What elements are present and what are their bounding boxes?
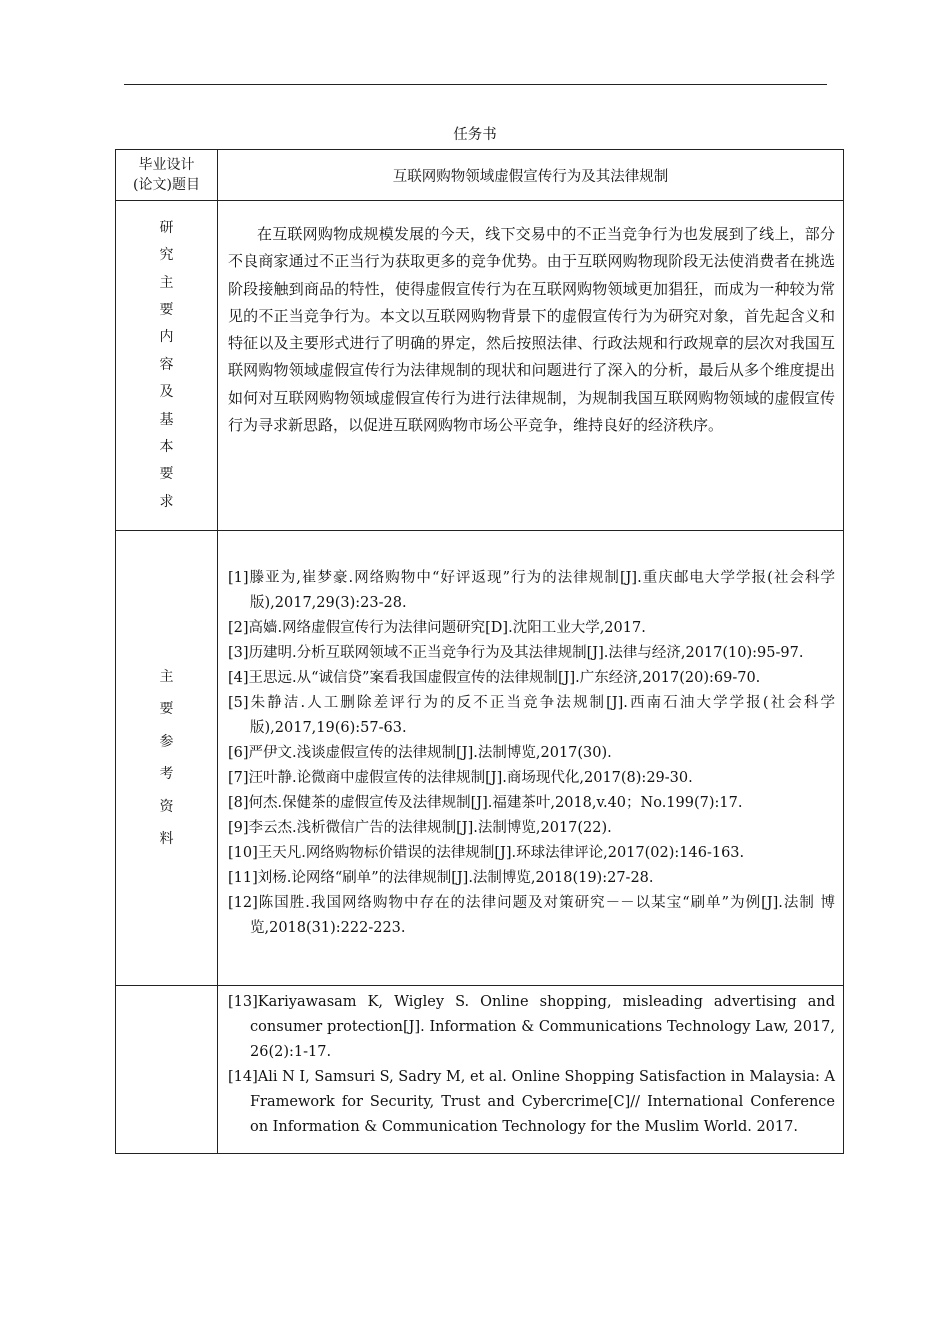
content-label-char: 要 bbox=[159, 301, 174, 318]
topic-title: 互联网购物领域虚假宣传行为及其法律规制 bbox=[218, 150, 844, 201]
reference-item: [12]陈国胜.我国网络购物中存在的法律问题及对策研究－－以某宝“刷单”为例[J].法制 博览,2018(31):222-223. bbox=[228, 895, 835, 936]
header-rule bbox=[124, 84, 827, 85]
content-label-char: 究 bbox=[159, 247, 174, 264]
reference-item: [2]高嫱.网络虚假宣传行为法律问题研究[D].沈阳工业大学,2017. bbox=[228, 620, 646, 636]
content-label-char: 求 bbox=[159, 493, 174, 510]
references-cont-label bbox=[116, 986, 218, 1154]
topic-label-line-1: 毕业设计 bbox=[138, 157, 195, 173]
references-label-char: 资 bbox=[159, 798, 174, 815]
references-label-char: 要 bbox=[159, 701, 174, 717]
references-row bbox=[116, 531, 844, 986]
reference-item: [11]刘杨.论网络“刷单”的法律规制[J].法制博览,2018(19):27-28. bbox=[228, 870, 654, 886]
content-label-char: 要 bbox=[159, 466, 174, 483]
reference-item: [5]朱静洁.人工删除差评行为的反不正当竞争法规制[J].西南石油大学学报(社会科学版),2017,19(6):57-63. bbox=[228, 695, 835, 736]
content-label bbox=[116, 201, 218, 531]
content-label-char: 及 bbox=[159, 384, 174, 401]
reference-item: [3]历建明.分析互联网领域不正当竞争行为及其法律规制[J].法律与经济,2017(10):95-97. bbox=[228, 645, 804, 661]
content-label-char: 主 bbox=[159, 274, 174, 291]
references-label-char: 考 bbox=[159, 766, 174, 782]
content-label-char: 内 bbox=[159, 329, 174, 346]
content-label-char: 本 bbox=[159, 439, 174, 456]
content-paragraph: 在互联网购物成规模发展的今天，线下交易中的不正当竞争行为也发展到了线上，部分不良商家通过不正当行为获取更多的竞争优势。由于互联网购物现阶段无法使消费者在挑选阶段接触到商品的特性，使得虚假宣传行为在互联网购物领域更加猖狂，而成为一种较为常见的不正当竞争行为。本文以互联网购物背景下的虚假宣传行为为研究对象，首先起含义和特征以及主要形式进行了明确的界定，然后按照法律、行政法规和行政规章的层次对我国互联网购物领域虚假宣传行为法律规制的现状和问题进行了深入的分析，最后从多个维度提出如何对互联网购物领域虚假宣传行为进行法律规制，为规制我国互联网购物领域的虚假宣传行为寻求新思路，以促进互联网购物市场公平竞争，维持良好的经济秩序。 bbox=[228, 225, 835, 435]
reference-item: [7]汪叶静.论微商中虚假宣传的法律规制[J].商场现代化,2017(8):29-30. bbox=[228, 770, 693, 786]
reference-item: [8]何杰.保健茶的虚假宣传及法律规制[J].福建茶叶,2018,v.40；No.199(7):17. bbox=[228, 795, 743, 811]
reference-item: [1]滕亚为,崔梦豪.网络购物中“好评返现”行为的法律规制[J].重庆邮电大学学报(社会科学版),2017,29(3):23-28. bbox=[228, 570, 835, 611]
reference-item: [13]Kariyawasam K, Wigley S. Online shopping, misleading advertising and consumer protection[J]. Information & Communications Technology Law, 2017, 26(2):1-17. bbox=[228, 994, 835, 1060]
references-cont-cell bbox=[218, 986, 844, 1154]
topic-label bbox=[116, 150, 218, 201]
page-title: 任务书 bbox=[453, 127, 497, 143]
references-cont-row bbox=[116, 986, 844, 1154]
references-label-char: 主 bbox=[159, 668, 174, 685]
references-label bbox=[116, 531, 218, 986]
references-label-char: 参 bbox=[159, 733, 174, 750]
topic-label-line-2: (论文)题目 bbox=[133, 177, 200, 193]
content-label-char: 容 bbox=[159, 356, 174, 373]
content-cell bbox=[218, 201, 844, 531]
reference-item: [9]李云杰.浅析微信广告的法律规制[J].法制博览,2017(22). bbox=[228, 820, 612, 836]
content-label-char: 研 bbox=[159, 219, 174, 236]
reference-item: [4]王思远.从“诚信贷”案看我国虚假宣传的法律规制[J].广东经济,2017(20):69-70. bbox=[228, 670, 761, 686]
reference-item: [6]严伊文.浅谈虚假宣传的法律规制[J].法制博览,2017(30). bbox=[228, 745, 612, 761]
content-row bbox=[116, 201, 844, 531]
reference-item: [14]Ali N I, Samsuri S, Sadry M, et al. Online Shopping Satisfaction in Malaysia: A Framework for Security, Trust and Cybercrime[C]// International Conference on Information & Communication Technology for the Muslim World. 2017. bbox=[228, 1069, 835, 1135]
reference-item: [10]王天凡.网络购物标价错误的法律规制[J].环球法律评论,2017(02):146-163. bbox=[228, 845, 745, 861]
references-cell bbox=[218, 531, 844, 986]
references-label-char: 料 bbox=[159, 831, 174, 847]
content-label-char: 基 bbox=[159, 411, 174, 428]
topic-row bbox=[116, 150, 844, 201]
task-table bbox=[115, 149, 844, 1154]
